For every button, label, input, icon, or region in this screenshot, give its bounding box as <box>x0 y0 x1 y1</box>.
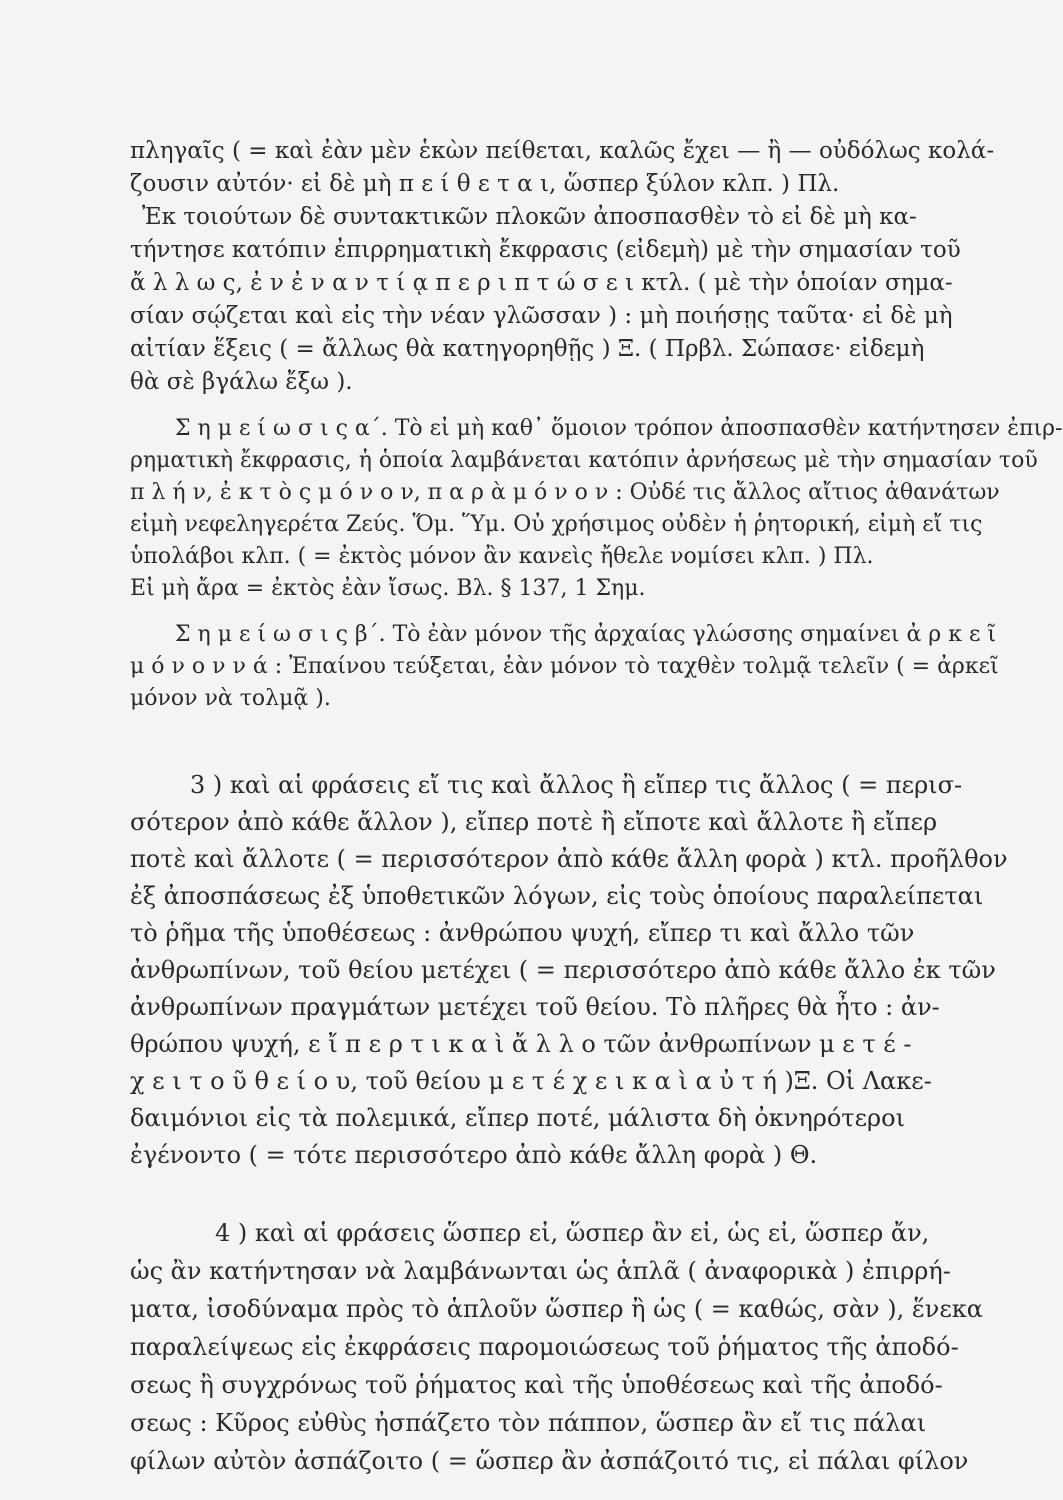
note-line: Σ η μ ε ί ω σ ι ς β΄. Τὸ ἐὰν μόνον τῆς ἀρχαίας γλώσσης σημαίνει ἀ ρ κ ε ῖ <box>175 622 996 647</box>
note-line: π λ ή ν, ἐ κ τ ὸ ς μ ό ν ο ν, π α ρ ὰ μ ό ν ο ν : Οὐδέ τις ἄλλος αἴτιος ἀθανάτων <box>130 480 1000 505</box>
text-line: σίαν σῴζεται καὶ εἰς τὴν νέαν γλῶσσαν ) : μὴ ποιήσῃς ταῦτα· εἰ δὲ μὴ <box>130 303 953 329</box>
notes-block <box>130 413 1063 715</box>
note-line: Εἰ μὴ ἄρα = ἐκτὸς ἐὰν ἴσως. Βλ. § 137, 1 Σημ. <box>130 576 646 601</box>
note-line: ρηματικὴ ἔκφρασις, ἡ ὁποία λαμβάνεται κατόπιν ἀρνήσεως μὲ τὴν σημασίαν τοῦ <box>130 448 1038 473</box>
text-line: τήντησε κατόπιν ἐπιρρηματικὴ ἔκφρασις (εἰδεμὴ) μὲ τὴν σημασίαν τοῦ <box>130 237 961 263</box>
note-line: μ ό ν ο ν ν ά : Ἐπαίνου τεύξεται, ἐὰν μόνον τὸ ταχθὲν τολμᾷ τελεῖν ( = ἀρκεῖ <box>130 654 999 679</box>
text-line: παραλείψεως εἰς ἐκφράσεις παρομοιώσεως τοῦ ῥήματος τῆς ἀποδό- <box>130 1333 959 1361</box>
text-line: ἀνθρωπίνων πραγμάτων μετέχει τοῦ θείου. Τὸ πλῆρες θὰ ἦτο : ἀν- <box>130 993 940 1021</box>
note-line: εἰμὴ νεφεληγερέτα Ζεύς. Ὅμ. Ὕμ. Οὐ χρήσιμος οὐδὲν ἡ ῥητορική, εἰμὴ εἴ τις <box>130 512 983 537</box>
paragraph-ei-de-me <box>130 135 995 399</box>
text-line: θρώπου ψυχή, ε ἴ π ε ρ τ ι κ α ὶ ἄ λ λ ο τῶν ἀνθρωπίνων μ ε τ έ - <box>130 1030 912 1058</box>
text-line: 3 ) καὶ αἱ φράσεις εἴ τις καὶ ἄλλος ἢ εἴπερ τις ἄλλος ( = περισ- <box>190 771 963 799</box>
text-line: φίλων αὐτὸν ἀσπάζοιτο ( = ὥσπερ ἂν ἀσπάζοιτό τις, εἰ πάλαι φίλον <box>130 1447 969 1475</box>
paragraph-3 <box>130 767 1008 1174</box>
note-line: μόνον νὰ τολμᾷ ). <box>130 686 331 711</box>
text-line: σότερον ἀπὸ κάθε ἄλλον ), εἴπερ ποτὲ ἢ εἴποτε καὶ ἄλλοτε ἢ εἴπερ <box>130 808 938 836</box>
text-line: δαιμόνιοι εἰς τὰ πολεμικά, εἴπερ ποτέ, μάλιστα δὴ ὀκνηρότεροι <box>130 1104 905 1132</box>
text-line: πληγαῖς ( = καὶ ἐὰν μὲν ἑκὼν πείθεται, καλῶς ἔχει — ἢ — οὐδόλως κολά- <box>130 138 995 164</box>
text-line: ματα, ἰσοδύναμα πρὸς τὸ ἁπλοῦν ὥσπερ ἢ ὡς ( = καθώς, σὰν ), ἕνεκα <box>130 1295 984 1323</box>
text-line: τὸ ῥῆμα τῆς ὑποθέσεως : ἀνθρώπου ψυχή, εἴπερ τι καὶ ἄλλο τῶν <box>130 919 915 947</box>
text-line: ἄ λ λ ω ς, ἐ ν ἐ ν α ν τ ί ᾳ π ε ρ ι π τ ώ σ ε ι κτλ. ( μὲ τὴν ὁποίαν σημα- <box>130 270 953 296</box>
text-line: χ ε ι τ ο ῦ θ ε ί ο υ, τοῦ θείου μ ε τ έ χ ε ι κ α ὶ α ὐ τ ή )Ξ. Οἱ Λακε- <box>130 1067 932 1095</box>
text-line: ὡς ἂν κατήντησαν νὰ λαμβάνωνται ὡς ἁπλᾶ ( ἀναφορικὰ ) ἐπιρρή- <box>130 1257 951 1285</box>
text-line: αἰτίαν ἕξεις ( = ἄλλως θὰ κατηγορηθῇς ) Ξ. ( Πρβλ. Σώπασε· εἰδεμὴ <box>130 336 925 362</box>
note-line: ὑπολάβοι κλπ. ( = ἐκτὸς μόνον ἂν κανεὶς ἤθελε νομίσει κλπ. ) Πλ. <box>130 544 874 569</box>
text-line: ἐγένοντο ( = τότε περισσότερο ἀπὸ κάθε ἄλλη φορὰ ) Θ. <box>130 1141 818 1169</box>
text-line: 4 ) καὶ αἱ φράσεις ὥσπερ εἰ, ὥσπερ ἂν εἰ, ὡς εἰ, ὥσπερ ἄν, <box>215 1219 930 1247</box>
note-spacer <box>130 605 972 619</box>
text-line: σεως ἢ συγχρόνως τοῦ ῥήματος καὶ τῆς ὑποθέσεως καὶ τῆς ἀποδό- <box>130 1371 943 1399</box>
text-line: ζουσιν αὐτόν· εἰ δὲ μὴ π ε ί θ ε τ α ι, ὥσπερ ξύλον κλπ. ) Πλ. <box>130 171 840 197</box>
text-line: ποτὲ καὶ ἄλλοτε ( = περισσότερον ἀπὸ κάθε ἄλλη φορὰ ) κτλ. προῆλθον <box>130 845 1008 873</box>
text-line: ἐξ ἀποσπάσεως ἐξ ὑποθετικῶν λόγων, εἰς τοὺς ὁποίους παραλείπεται <box>130 882 984 910</box>
text-line: Ἐκ τοιούτων δὲ συντακτικῶν πλοκῶν ἀποσπασθὲν τὸ εἰ δὲ μὴ κα- <box>142 204 917 230</box>
text-line: σεως : Κῦρος εὐθὺς ἠσπάζετο τὸν πάππον, ὥσπερ ἂν εἴ τις πάλαι <box>130 1409 927 1437</box>
text-line: ἀνθρωπίνων, τοῦ θείου μετέχει ( = περισσότερο ἀπὸ κάθε ἄλλο ἐκ τῶν <box>130 956 996 984</box>
text-line: θὰ σὲ βγάλω ἔξω ). <box>130 369 353 395</box>
paragraph-4 <box>130 1214 984 1480</box>
note-line: Σ η μ ε ί ω σ ι ς α΄. Τὸ εἰ μὴ καθ᾽ ὅμοιον τρόπον ἀποσπασθὲν κατήντησεν ἐπιρ- <box>175 416 1063 441</box>
